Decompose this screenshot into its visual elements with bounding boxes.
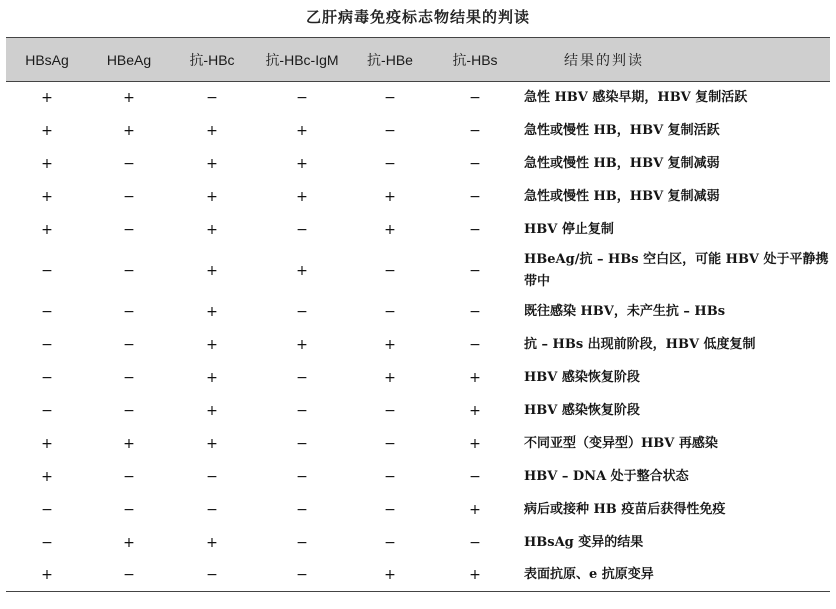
cell-hbeag: + — [123, 90, 135, 107]
cell-result: HBeAg/抗 – HBs 空白区，可能 HBV 处于平静携带中 — [524, 251, 829, 289]
cell-anti-hbe: − — [384, 468, 396, 485]
header-anti-hbc-igm: 抗-HBc-IgM — [265, 51, 339, 68]
table-row — [6, 362, 830, 395]
cell-anti-hbc: − — [206, 468, 218, 485]
cell-anti-hbc-igm: − — [296, 468, 308, 485]
cell-anti-hbc-igm: + — [296, 262, 308, 279]
cell-hbeag: − — [123, 262, 135, 279]
cell-anti-hbc: + — [206, 221, 218, 238]
cell-hbeag: − — [123, 468, 135, 485]
cell-hbsag: − — [41, 262, 53, 279]
cell-hbeag: + — [123, 435, 135, 452]
cell-anti-hbc: + — [206, 122, 218, 139]
cell-anti-hbs: − — [469, 188, 481, 205]
table-row — [6, 460, 830, 493]
cell-anti-hbe: − — [384, 90, 396, 107]
cell-hbsag: − — [41, 304, 53, 321]
table-title: 乙肝病毒免疫标志物结果的判读 — [305, 8, 530, 26]
table-container — [6, 37, 830, 592]
table-row — [6, 559, 830, 592]
cell-hbeag: + — [123, 122, 135, 139]
cell-anti-hbc-igm: − — [296, 567, 308, 584]
cell-anti-hbs: + — [469, 370, 481, 387]
cell-result: 急性或慢性 HB，HBV 复制减弱 — [524, 155, 720, 171]
cell-anti-hbc-igm: − — [296, 304, 308, 321]
cell-anti-hbc-igm: − — [296, 435, 308, 452]
header-hbeag: HBeAg — [106, 51, 152, 68]
header-hbsag: HBsAg — [25, 51, 69, 68]
cell-anti-hbs: + — [469, 403, 481, 420]
cell-anti-hbc: + — [206, 155, 218, 172]
cell-result: HBV 感染恢复阶段 — [524, 370, 640, 386]
cell-anti-hbc-igm: − — [296, 221, 308, 238]
cell-anti-hbs: + — [469, 435, 481, 452]
cell-hbsag: − — [41, 370, 53, 387]
hbv-marker-table — [6, 37, 830, 592]
cell-anti-hbc: + — [206, 435, 218, 452]
cell-hbsag: − — [41, 534, 53, 551]
cell-anti-hbc: − — [206, 567, 218, 584]
cell-anti-hbc: + — [206, 534, 218, 551]
cell-hbeag: − — [123, 155, 135, 172]
cell-result: 表面抗原、e 抗原变异 — [524, 567, 654, 583]
header-anti-hbs: 抗-HBs — [452, 51, 498, 68]
cell-hbsag: + — [41, 155, 53, 172]
cell-anti-hbs: − — [469, 468, 481, 485]
cell-hbeag: − — [123, 188, 135, 205]
cell-anti-hbc-igm: + — [296, 155, 308, 172]
table-row — [6, 82, 830, 115]
cell-anti-hbc: + — [206, 370, 218, 387]
cell-anti-hbs: + — [469, 501, 481, 518]
cell-anti-hbe: − — [384, 534, 396, 551]
cell-result: HBsAg 变异的结果 — [524, 534, 644, 550]
cell-anti-hbe: + — [384, 337, 396, 354]
cell-anti-hbe: − — [384, 122, 396, 139]
cell-anti-hbc: + — [206, 304, 218, 321]
cell-anti-hbc-igm: + — [296, 337, 308, 354]
cell-anti-hbs: + — [469, 567, 481, 584]
cell-hbsag: + — [41, 468, 53, 485]
cell-anti-hbe: + — [384, 221, 396, 238]
cell-anti-hbc-igm: − — [296, 501, 308, 518]
cell-anti-hbe: − — [384, 501, 396, 518]
cell-result: HBV 感染恢复阶段 — [524, 403, 640, 419]
table-row — [6, 114, 830, 147]
cell-hbeag: − — [123, 567, 135, 584]
cell-anti-hbe: + — [384, 188, 396, 205]
cell-anti-hbc-igm: + — [296, 122, 308, 139]
header-row — [6, 38, 830, 82]
cell-anti-hbc: + — [206, 262, 218, 279]
table-row — [6, 180, 830, 213]
cell-anti-hbc: + — [206, 403, 218, 420]
cell-anti-hbs: − — [469, 262, 481, 279]
cell-anti-hbe: − — [384, 435, 396, 452]
cell-anti-hbs: − — [469, 534, 481, 551]
cell-hbeag: − — [123, 370, 135, 387]
cell-anti-hbc: + — [206, 337, 218, 354]
cell-result: 急性或慢性 HB，HBV 复制减弱 — [524, 188, 720, 204]
cell-result: 急性 HBV 感染早期，HBV 复制活跃 — [524, 90, 748, 106]
cell-anti-hbc-igm: + — [296, 188, 308, 205]
cell-hbeag: − — [123, 501, 135, 518]
cell-hbsag: − — [41, 337, 53, 354]
cell-anti-hbs: − — [469, 221, 481, 238]
cell-result: HBV – DNA 处于整合状态 — [524, 468, 689, 484]
cell-anti-hbc-igm: − — [296, 403, 308, 420]
cell-anti-hbe: + — [384, 370, 396, 387]
table-row — [6, 395, 830, 428]
cell-anti-hbs: − — [469, 337, 481, 354]
cell-anti-hbc-igm: − — [296, 534, 308, 551]
cell-hbsag: + — [41, 188, 53, 205]
cell-anti-hbs: − — [469, 122, 481, 139]
cell-anti-hbe: + — [384, 567, 396, 584]
table-row — [6, 526, 830, 559]
table-row — [6, 329, 830, 362]
cell-hbsag: + — [41, 221, 53, 238]
cell-hbsag: + — [41, 567, 53, 584]
cell-result: 既往感染 HBV，未产生抗 – HBs — [524, 304, 726, 320]
cell-result: 不同亚型（变异型）HBV 再感染 — [524, 435, 718, 451]
table-row — [6, 493, 830, 526]
cell-hbsag: − — [41, 403, 53, 420]
cell-anti-hbs: − — [469, 155, 481, 172]
header-anti-hbc: 抗-HBc — [189, 51, 235, 68]
cell-hbeag: + — [123, 534, 135, 551]
cell-result: 抗 – HBs 出现前阶段，HBV 低度复制 — [524, 337, 756, 353]
table-row — [6, 246, 830, 296]
cell-anti-hbe: − — [384, 262, 396, 279]
header-anti-hbe: 抗-HBe — [367, 51, 413, 68]
table-row — [6, 296, 830, 329]
cell-hbeag: − — [123, 304, 135, 321]
cell-hbsag: + — [41, 122, 53, 139]
cell-hbeag: − — [123, 403, 135, 420]
cell-anti-hbs: − — [469, 304, 481, 321]
cell-anti-hbs: − — [469, 90, 481, 107]
cell-hbeag: − — [123, 221, 135, 238]
cell-anti-hbe: − — [384, 304, 396, 321]
table-row — [6, 428, 830, 461]
header-result: 结果的判读 — [564, 52, 644, 69]
cell-hbeag: − — [123, 337, 135, 354]
cell-anti-hbe: − — [384, 403, 396, 420]
cell-anti-hbe: − — [384, 155, 396, 172]
cell-anti-hbc: − — [206, 501, 218, 518]
cell-result: 急性或慢性 HB，HBV 复制活跃 — [524, 122, 720, 138]
cell-anti-hbc-igm: − — [296, 370, 308, 387]
cell-anti-hbc: − — [206, 90, 218, 107]
cell-hbsag: + — [41, 435, 53, 452]
cell-result: 病后或接种 HB 疫苗后获得性免疫 — [524, 501, 726, 517]
cell-anti-hbc: + — [206, 188, 218, 205]
cell-result: HBV 停止复制 — [524, 221, 614, 237]
cell-hbsag: − — [41, 501, 53, 518]
table-row — [6, 213, 830, 246]
table-row — [6, 147, 830, 180]
cell-anti-hbc-igm: − — [296, 90, 308, 107]
cell-hbsag: + — [41, 90, 53, 107]
